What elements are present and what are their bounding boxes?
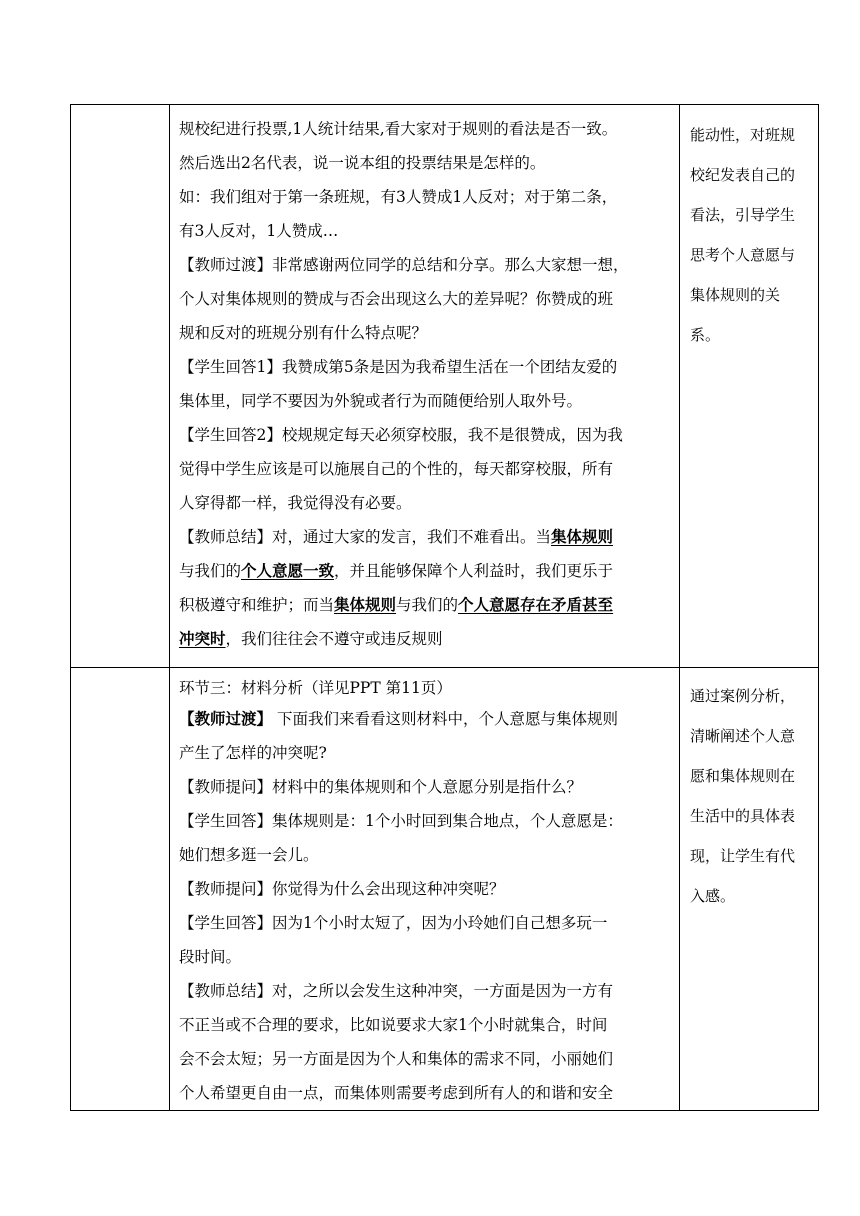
- text-line: 觉得中学生应该是可以施展自己的个性的，每天都穿校服，所有: [179, 460, 614, 478]
- text-line: 规和反对的班规分别有什么特点呢？: [179, 324, 428, 342]
- teaching-process-cell: [170, 105, 680, 668]
- design-intent-cell: [680, 105, 819, 668]
- teaching-process-cell: [170, 667, 680, 1110]
- text-line: 集体里，同学不要因为外貌或者行为而随便给别人取外号。: [179, 392, 583, 410]
- text-line: 她们想多逛一会儿。: [179, 845, 319, 864]
- text-line: 段时间。: [179, 947, 242, 966]
- text-line: 规校纪进行投票,1人统计结果,看大家对于规则的看法是否一致。: [179, 120, 618, 138]
- design-intent-text: [680, 668, 818, 916]
- text-line: 有3人反对，1人赞成…: [179, 222, 339, 240]
- note-line: 现，让学生有代: [690, 846, 796, 865]
- summary-text: 积极遵守和维护；而当: [179, 596, 335, 614]
- text-line: 【教师过渡】非常感谢两位同学的总结和分享。那么大家想一想，: [179, 256, 629, 274]
- teacher-summary-line: [179, 520, 672, 554]
- stage-cell: [71, 667, 170, 1110]
- teacher-summary-line: [179, 554, 672, 588]
- text-line: 【学生回答1】我赞成第5条是因为我希望生活在一个团结友爱的: [179, 358, 618, 376]
- table-row: [71, 105, 819, 668]
- text-line: 如：我们组对于第一条班规，有3人赞成1人反对；对于第二条，: [179, 188, 618, 206]
- teacher-summary-line: [179, 622, 672, 656]
- note-line: 系。: [690, 326, 721, 344]
- teaching-process-text: [170, 105, 679, 656]
- summary-text: ，我们往往会不遵守或违反规则: [225, 630, 443, 648]
- teacher-summary-line: [179, 588, 672, 622]
- transition-text: 下面我们来看看这则材料中，个人意愿与集体规则: [272, 709, 618, 728]
- note-line: 思考个人意愿与: [690, 246, 796, 264]
- key-term: 集体规则: [551, 527, 614, 546]
- note-line: 校纪发表自己的: [690, 166, 796, 184]
- design-intent-cell: [680, 667, 819, 1110]
- key-term: 集体规则: [334, 595, 397, 614]
- note-line: 生活中的具体表: [690, 806, 796, 825]
- text-line: 【教师总结】对，之所以会发生这种冲突，一方面是因为一方有: [179, 981, 614, 1000]
- design-intent-text: [680, 105, 818, 355]
- text-line: [179, 702, 672, 736]
- text-line: 不正当或不合理的要求，比如说要求大家1个小时就集合，时间: [179, 1015, 608, 1034]
- key-term: 个人意愿存在矛盾甚至: [458, 595, 614, 614]
- section-heading: 环节三：材料分析（详见PPT 第11页）: [179, 678, 452, 697]
- lesson-plan-table: [70, 104, 819, 1111]
- summary-text: ，并且能够保障个人利益时，我们更乐于: [334, 562, 614, 580]
- text-line: 人穿得都一样，我觉得没有必要。: [179, 494, 412, 512]
- text-line: 【学生回答】因为1个小时太短了，因为小玲她们自己想多玩一: [179, 913, 608, 932]
- note-line: 清晰阐述个人意: [690, 726, 796, 745]
- summary-text: 与我们的: [396, 596, 459, 614]
- text-line: 然后选出2名代表，说一说本组的投票结果是怎样的。: [179, 154, 546, 172]
- note-line: 集体规则的关: [690, 286, 781, 304]
- note-line: 入感。: [690, 886, 736, 905]
- text-line: 【教师提问】你觉得为什么会出现这种冲突呢？: [179, 879, 505, 898]
- text-line: 【学生回答】集体规则是：1个小时回到集合地点，个人意愿是：: [179, 811, 623, 830]
- note-line: 愿和集体规则在: [690, 766, 796, 785]
- text-line: 【学生回答2】校规规定每天必须穿校服，我不是很赞成，因为我: [179, 426, 623, 444]
- note-line: 能动性，对班规: [690, 126, 796, 144]
- text-line: 个人希望更自由一点，而集体则需要考虑到所有人的和谐和安全: [179, 1083, 614, 1102]
- summary-text: 与我们的: [179, 562, 242, 580]
- key-term: 冲突时: [179, 629, 226, 648]
- stage-cell: [71, 105, 170, 668]
- note-line: 通过案例分析，: [690, 686, 796, 705]
- table-row: [71, 667, 819, 1110]
- summary-text: 【教师总结】对，通过大家的发言，我们不难看出。当: [179, 528, 552, 546]
- text-line: 会不会太短；另一方面是因为个人和集体的需求不同，小丽她们: [179, 1049, 614, 1068]
- teaching-process-text: [170, 668, 679, 1110]
- text-line: 【教师提问】材料中的集体规则和个人意愿分别是指什么？: [179, 777, 583, 796]
- teacher-transition-tag: 【教师过渡】: [179, 708, 273, 728]
- note-line: 看法，引导学生: [690, 206, 796, 224]
- text-line: 个人对集体规则的赞成与否会出现这么大的差异呢？你赞成的班: [179, 290, 614, 308]
- key-term: 个人意愿一致: [241, 561, 335, 580]
- text-line: 产生了怎样的冲突呢?: [179, 743, 327, 762]
